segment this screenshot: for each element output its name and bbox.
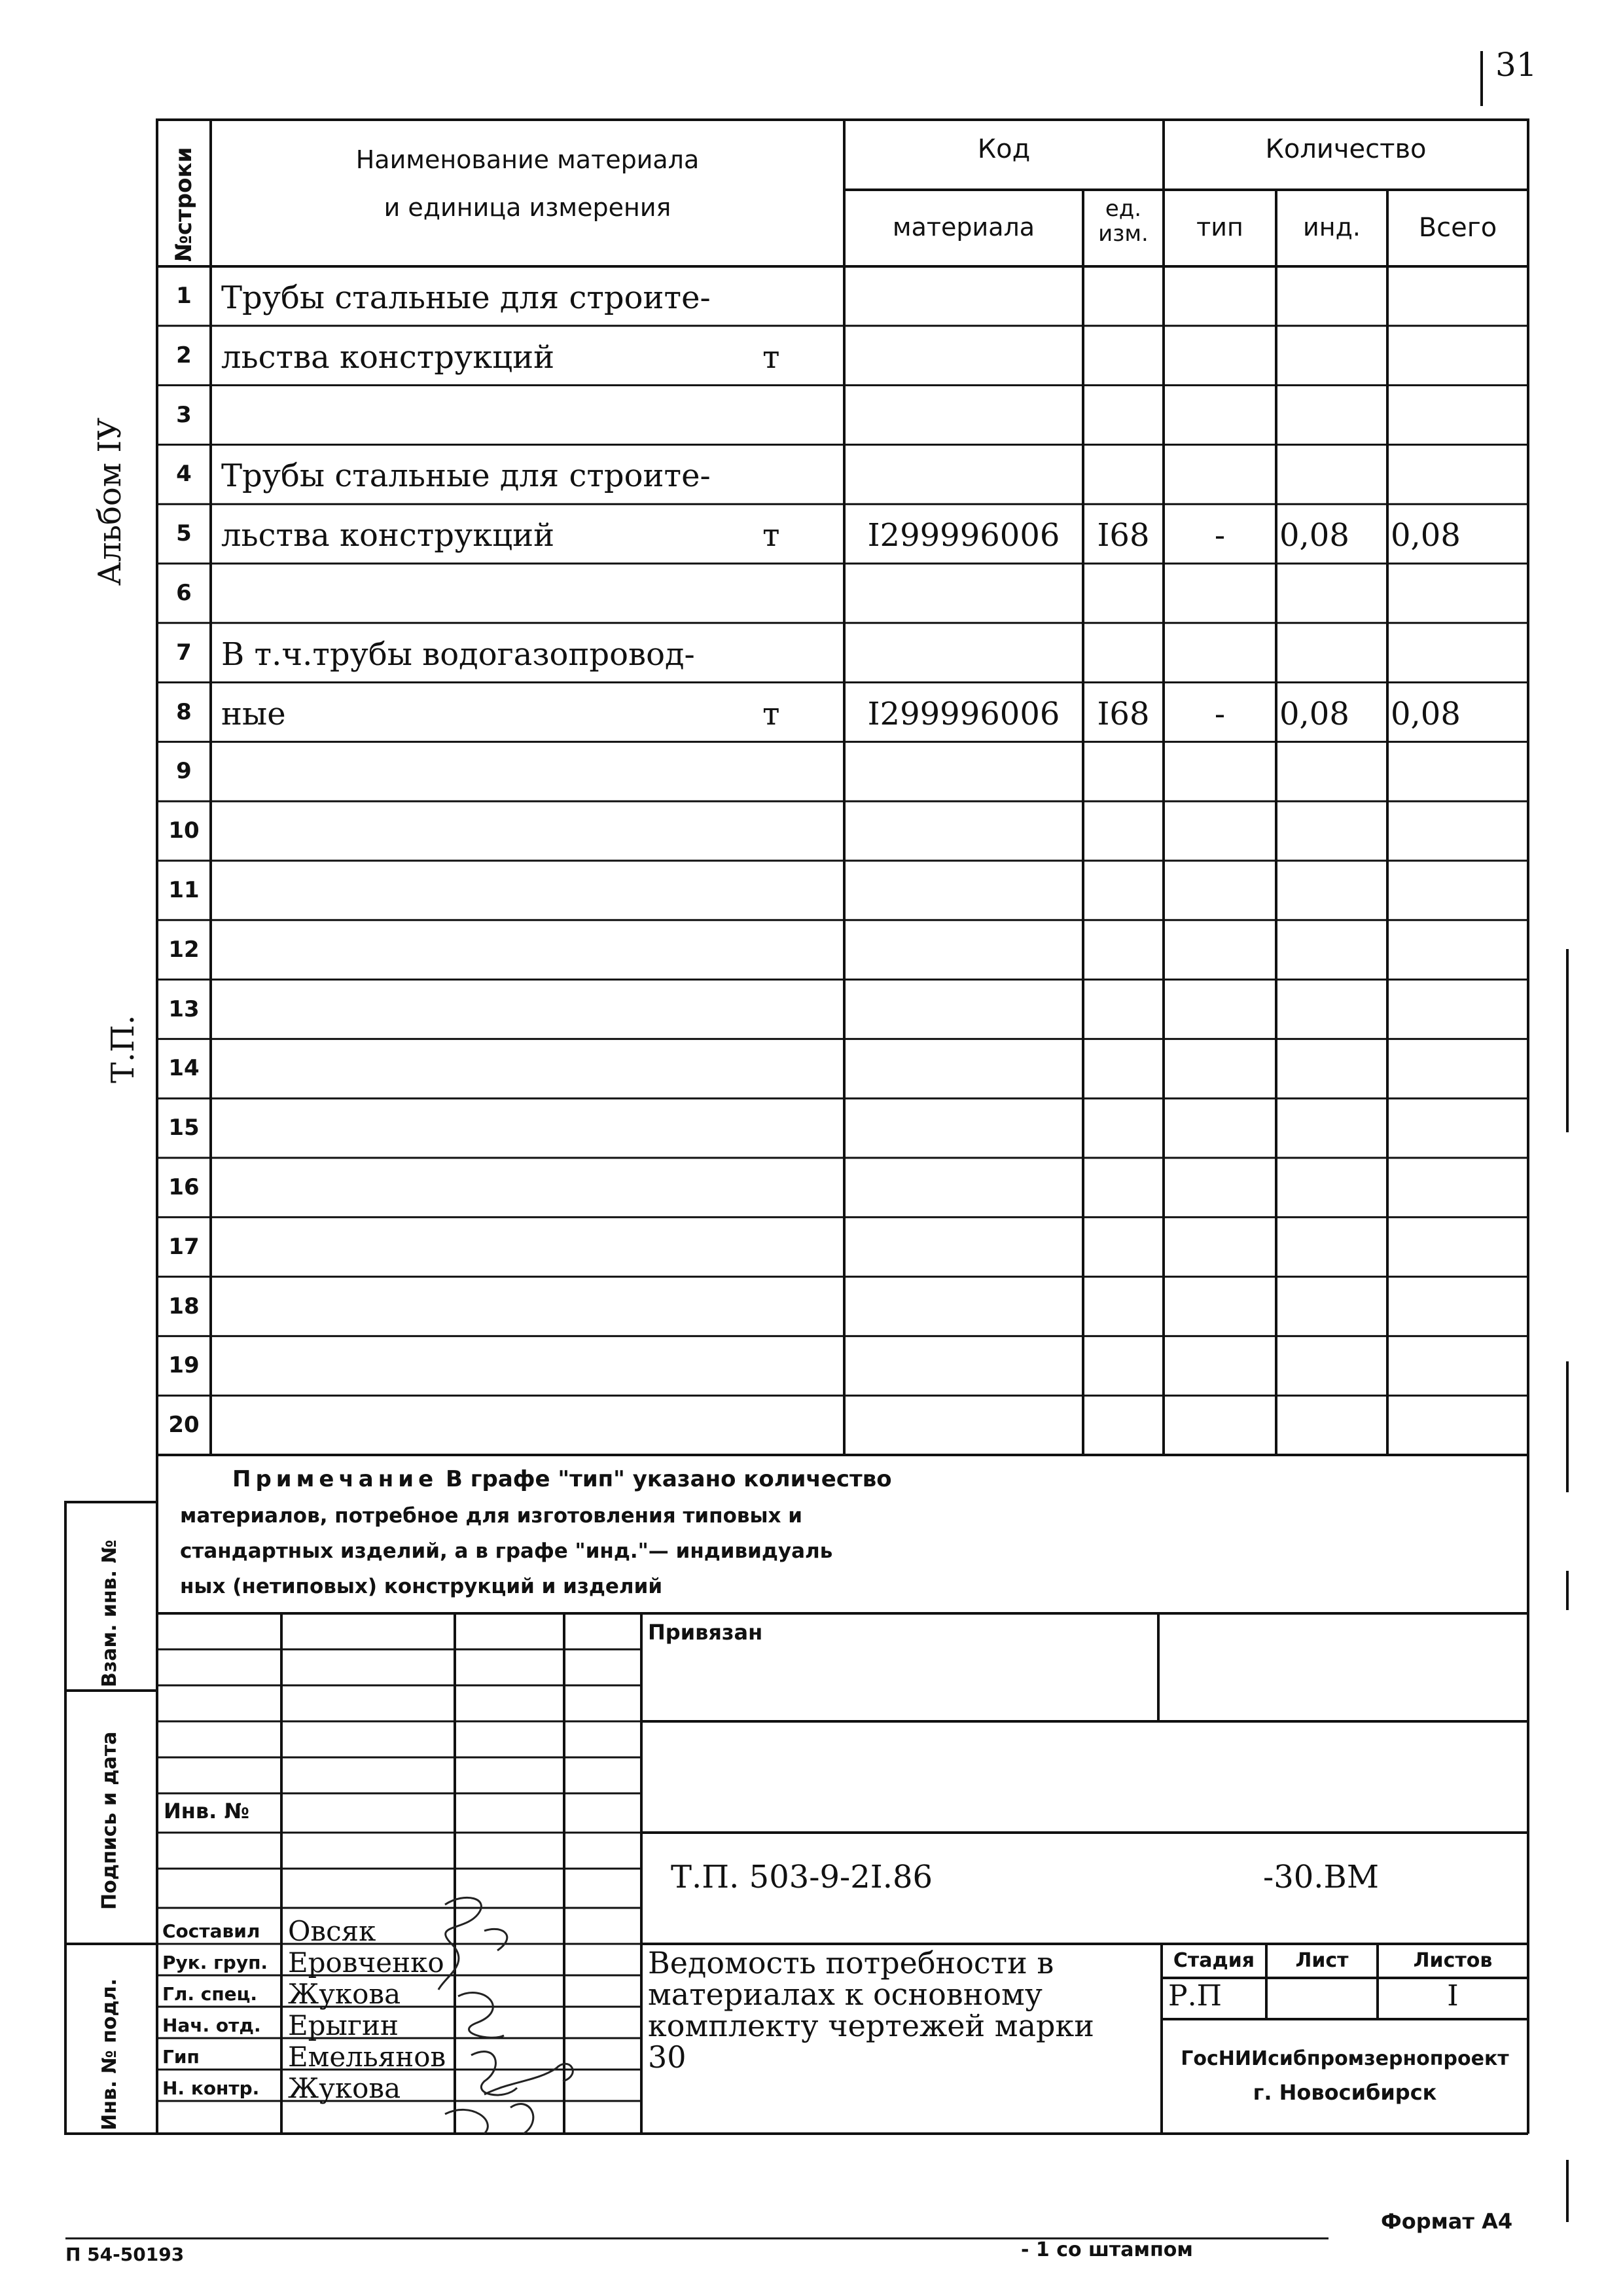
role-name: Емельянов [288, 2041, 446, 2073]
role-label: Нач. отд. [162, 2015, 261, 2036]
cell-name: льства конструкций [221, 517, 555, 554]
row-number: 12 [168, 936, 200, 963]
doc-title-l4: 30 [648, 2039, 687, 2075]
header-q-total: Всего [1418, 213, 1497, 243]
header-code-unit [1083, 196, 1164, 246]
doc-code: Т.П. 503-9-2I.86 [671, 1859, 933, 1895]
inv-no-label: Инв. № [164, 1799, 249, 1823]
cell-name: Трубы стальные для строите- [221, 457, 711, 495]
cell-name: Трубы стальные для строите- [221, 279, 711, 316]
row-number: 15 [168, 1115, 200, 1141]
row-number: 20 [168, 1412, 200, 1439]
role-name: Еровченко [288, 1946, 444, 1979]
role-name: Жукова [288, 1978, 401, 2010]
stage-label: Стадия [1173, 1949, 1255, 1972]
org-line1: ГосНИИсибпромзернопроект [1181, 2047, 1509, 2070]
row-number: 13 [168, 996, 200, 1022]
footer-center: - 1 со штампом [1021, 2238, 1193, 2261]
page-number: 31 [1495, 46, 1537, 84]
note-title: Примечание [232, 1466, 438, 1492]
role-label: Гип [162, 2046, 200, 2068]
note-line2: материалов, потребное для изготовления типовых и [180, 1504, 803, 1528]
role-label: Рук. груп. [162, 1952, 268, 1973]
doc-suffix: -30.ВМ [1263, 1859, 1379, 1895]
row-number: 5 [176, 520, 192, 547]
cell-unit: т [762, 338, 780, 376]
privyazan-label: Привязан [648, 1620, 763, 1645]
sheet-label: Лист [1295, 1949, 1349, 1972]
header-q-ind: инд. [1303, 213, 1361, 242]
album-label: Альбом IУ [92, 417, 128, 586]
row-number: 3 [176, 401, 192, 428]
inv-podl-label: Инв. № подл. [98, 1978, 121, 2130]
role-label: Н. контр. [162, 2077, 260, 2099]
signatures-graphic [406, 1885, 641, 2140]
row-number: 18 [168, 1293, 200, 1319]
doc-title-l1: Ведомость потребности в [648, 1945, 1054, 1981]
row-number: 8 [176, 698, 192, 725]
tp-label: Т.П. [105, 1014, 141, 1083]
cell-code: I299996006 [867, 517, 1060, 554]
cell-ind: 0,08 [1279, 695, 1349, 732]
role-label: Гл. спец. [162, 1983, 258, 2005]
sheets-label: Листов [1413, 1949, 1493, 1972]
header-code: Код [977, 134, 1031, 164]
cell-name: В т.ч.трубы водогазопровод- [221, 636, 695, 673]
row-number: 19 [168, 1352, 200, 1379]
role-name: Овсяк [288, 1915, 376, 1947]
cell-ind: 0,08 [1279, 517, 1349, 554]
header-row-no: №строки [171, 147, 197, 262]
cell-unit: т [762, 517, 780, 554]
doc-title [648, 1947, 1094, 2073]
row-number: 14 [168, 1055, 200, 1082]
row-number: 1 [176, 283, 192, 309]
sheets-value: I [1447, 1979, 1459, 2013]
doc-title-l2: материалах к основному [648, 1977, 1043, 2012]
footer-left-code: П 54-50193 [65, 2244, 185, 2265]
note-line4: ных (нетиповых) конструкций и изделий [180, 1575, 663, 1598]
row-number: 11 [168, 877, 200, 903]
cell-uom: I68 [1097, 695, 1150, 732]
row-number: 16 [168, 1174, 200, 1200]
cell-unit: т [762, 695, 780, 732]
role-label: Составил [162, 1920, 260, 1942]
header-quantity: Количество [1265, 134, 1427, 164]
note-line3: стандартных изделий, а в графе "инд."— индивидуаль [180, 1539, 833, 1563]
header-name-line1: Наименование материала [355, 145, 700, 174]
row-number: 2 [176, 342, 192, 368]
podpis-data-label: Подпись и дата [98, 1731, 121, 1910]
row-number: 17 [168, 1233, 200, 1260]
row-number: 6 [176, 580, 192, 606]
header-code-material: материала [892, 213, 1035, 242]
row-number: 4 [176, 461, 192, 488]
cell-total: 0,08 [1391, 695, 1461, 732]
cell-uom: I68 [1097, 517, 1150, 554]
row-number: 7 [176, 639, 192, 666]
doc-title-l3: комплекту чертежей марки [648, 2008, 1094, 2043]
row-number: 9 [176, 758, 192, 785]
cell-total: 0,08 [1391, 517, 1461, 554]
role-name: Жукова [288, 2072, 401, 2104]
org-line2: г. Новосибирск [1253, 2080, 1437, 2105]
format-label: Формат А4 [1381, 2209, 1513, 2234]
note-text-1: В графе "тип" указано количество [445, 1466, 892, 1492]
role-name: Ерыгин [288, 2009, 399, 2041]
header-q-type: тип [1196, 213, 1243, 242]
cell-name: льства конструкций [221, 338, 555, 376]
header-name-line2: и единица измерения [383, 193, 671, 222]
header-code-unit-1: ед. [1105, 196, 1142, 222]
cell-type: - [1214, 517, 1226, 554]
header-code-unit-2: изм. [1098, 221, 1149, 247]
note-line1 [232, 1466, 892, 1492]
cell-code: I299996006 [867, 695, 1060, 732]
vzam-inv-label: Взам. инв. № [98, 1539, 121, 1687]
row-number: 10 [168, 817, 200, 844]
stage-value: Р.П [1168, 1979, 1222, 2013]
cell-name: ные [221, 695, 286, 732]
cell-type: - [1214, 695, 1226, 732]
